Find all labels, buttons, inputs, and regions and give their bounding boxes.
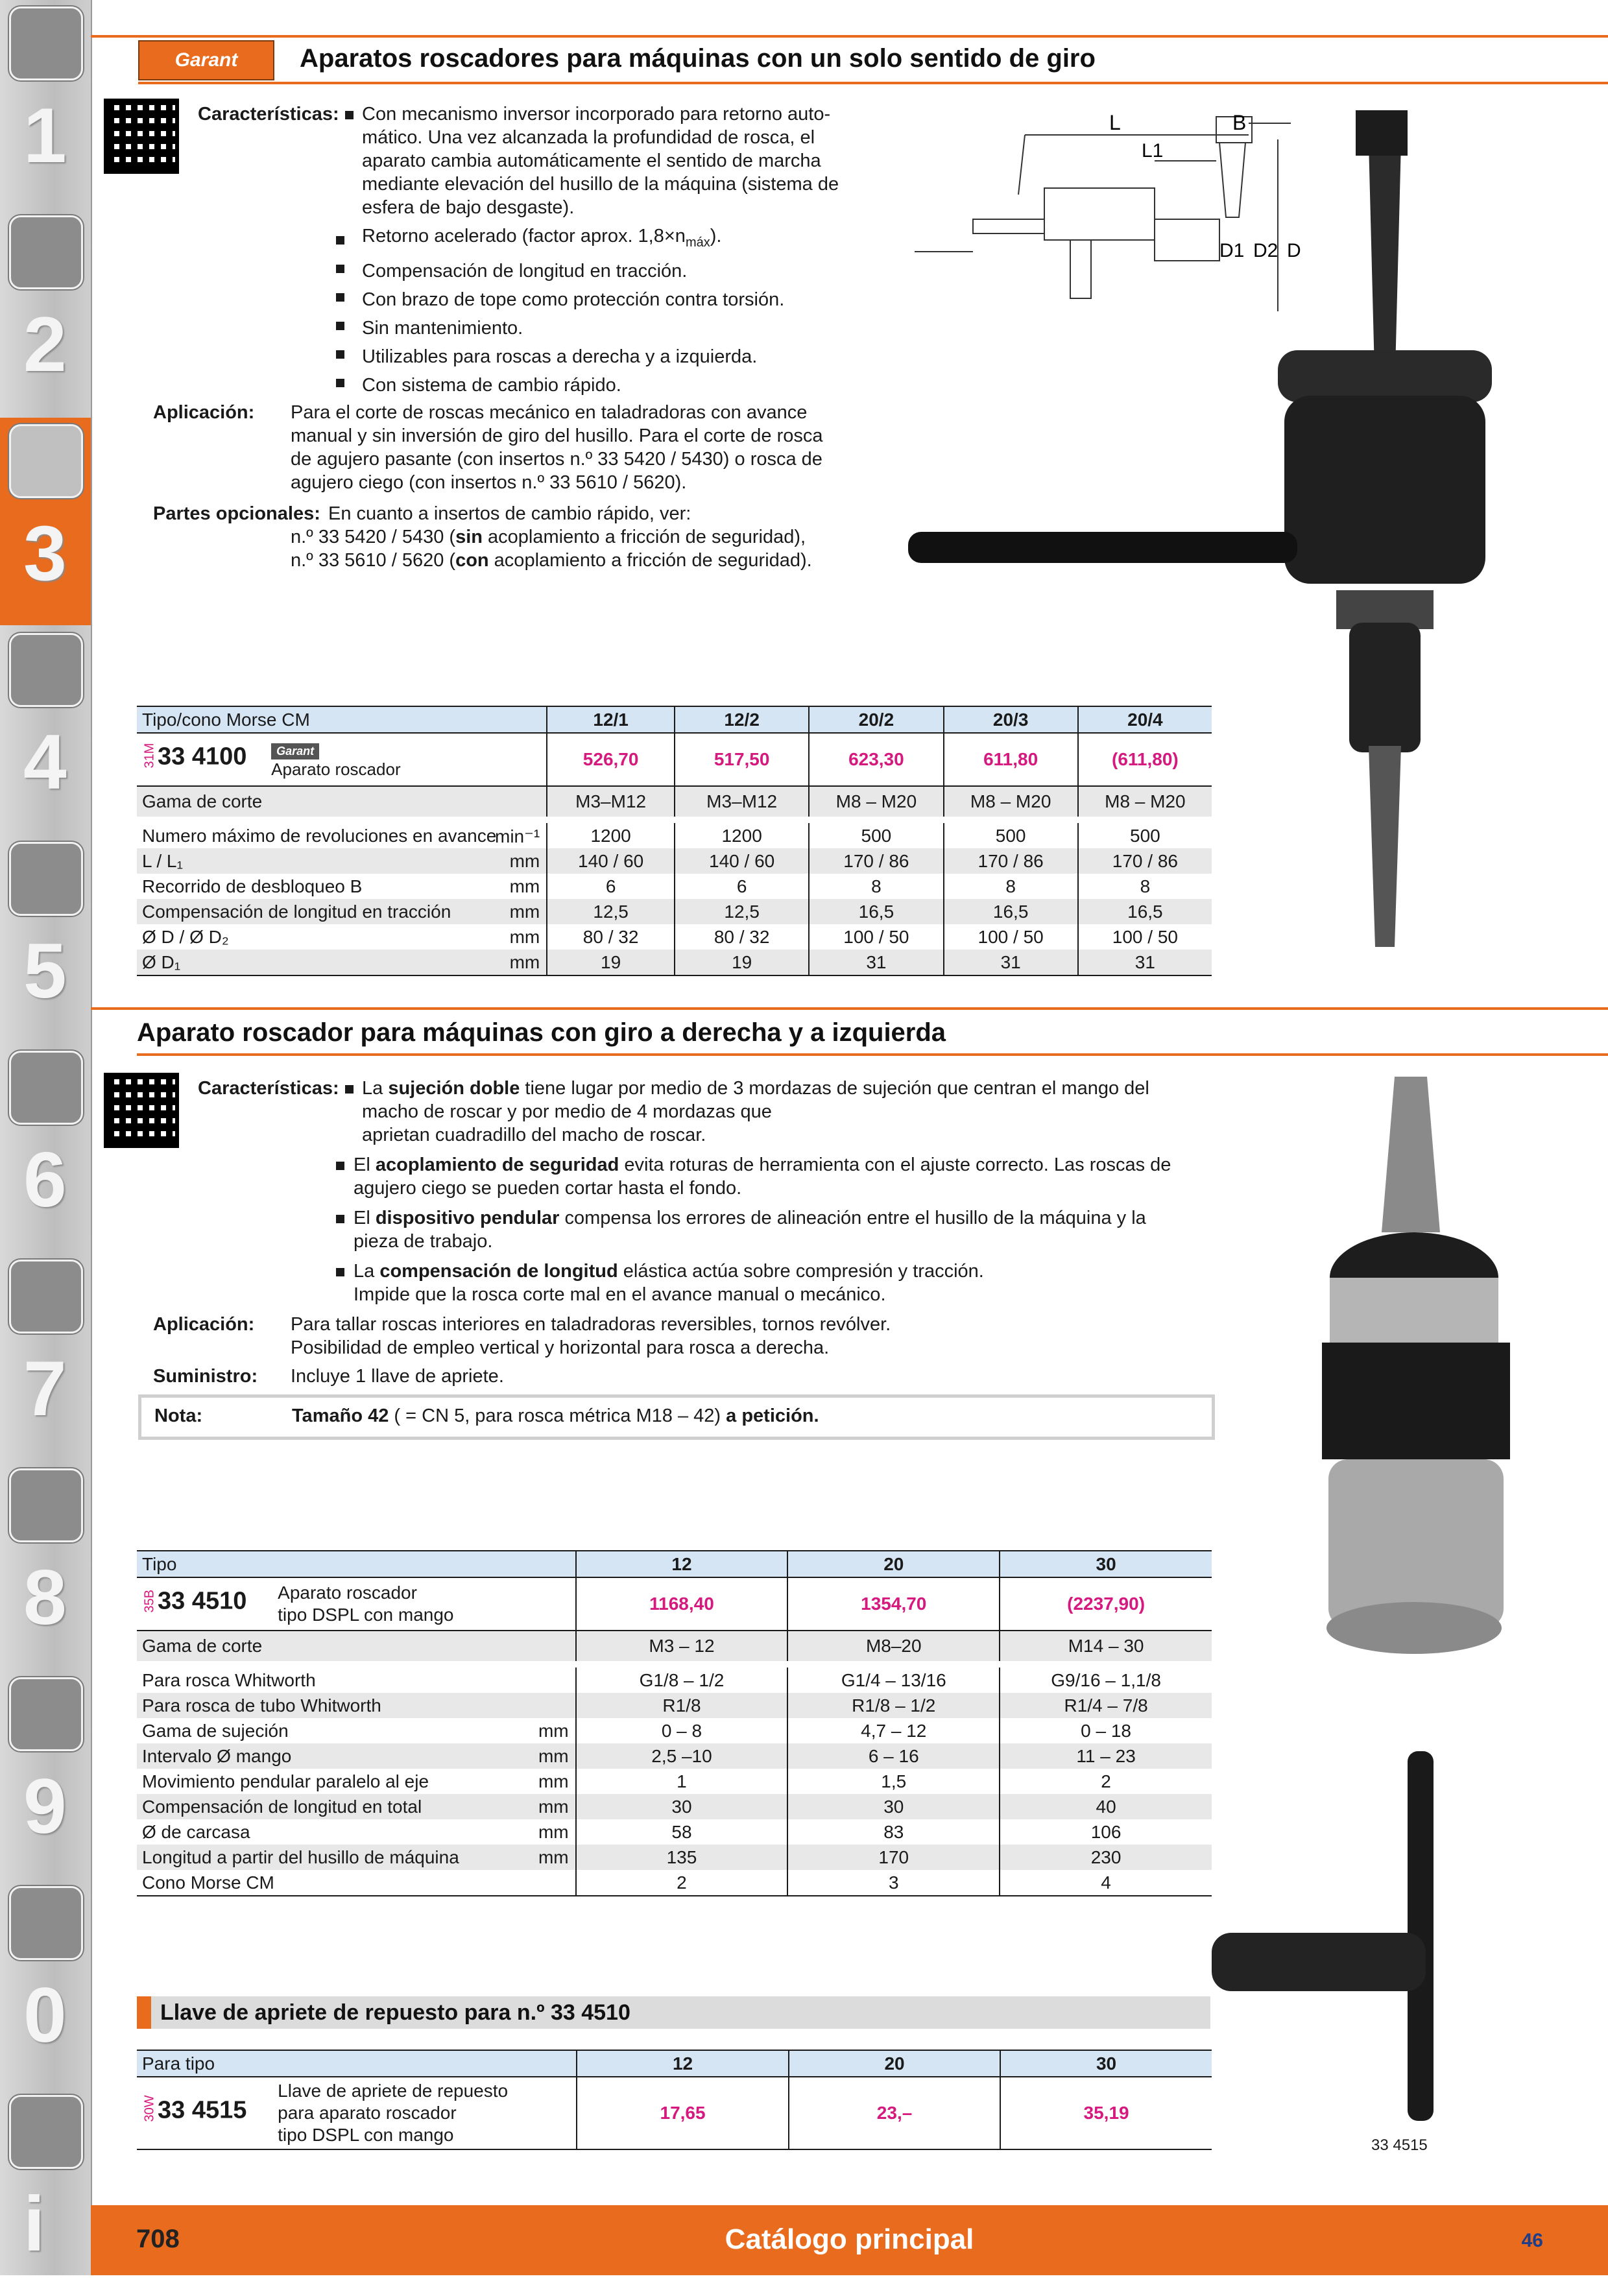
chapter-tab-number: 1 xyxy=(23,92,67,179)
bullet-line: La compensación de longitud elástica actúa sobre compresión y tracción. Impide que la rosca corte mal en el avance manual o mecánico. xyxy=(354,1261,984,1305)
cabinet-icon xyxy=(9,1677,83,1751)
image-caption: 33 4515 xyxy=(1371,2136,1428,2154)
tapping-icon xyxy=(9,424,83,498)
table-row: Ø D₁ mm 19 19 31 31 31 xyxy=(137,950,1212,975)
section2-title: Aparato roscador para máquinas con giro a derecha y a izquierda xyxy=(137,1018,946,1047)
price-cell: 517,50 xyxy=(675,733,809,786)
price-cell: (611,80) xyxy=(1078,733,1212,786)
table-row: Intervalo Ø mango mm 2,5 –10 6 – 16 11 – 23 xyxy=(137,1743,1212,1769)
footer-bar xyxy=(91,2205,1608,2275)
dim-D2: D2 xyxy=(1253,240,1278,261)
chapter-tab-number: i xyxy=(23,2181,45,2267)
table-row: L / L₁ mm 140 / 60 140 / 60 170 / 86 170 / 86 170 / 86 xyxy=(137,848,1212,874)
section3-marker xyxy=(137,1996,151,2029)
table-row: Compensación de longitud en tracción mm 12,5 12,5 16,5 16,5 16,5 xyxy=(137,899,1212,924)
table-row: Para rosca de tubo Whitworth R1/8 R1/8 – 1/2 R1/4 – 7/8 xyxy=(137,1693,1212,1718)
info-icon xyxy=(9,2095,83,2169)
chapter-tab-1[interactable] xyxy=(0,0,91,208)
table-row: Ø de carcasa mm 58 83 106 xyxy=(137,1819,1212,1845)
dim-L1: L1 xyxy=(1142,140,1164,161)
insert-icon xyxy=(9,215,83,289)
chapter-tab-5[interactable] xyxy=(0,835,91,1043)
bullet-line: Utilizables para roscas a derecha y a izquierda. xyxy=(362,346,758,367)
safety-icon xyxy=(9,1886,83,1960)
article-number[interactable]: 33 4510 xyxy=(158,1587,247,1615)
price-cell: 611,80 xyxy=(944,733,1078,786)
bullet-marker xyxy=(336,322,344,330)
bullet-line: aparato cambia automáticamente el sentido de marcha xyxy=(362,150,821,171)
dim-L: L xyxy=(1109,111,1121,134)
bullet-line: esfera de bajo desgaste). xyxy=(362,197,575,218)
bullet-line: El dispositivo pendular compensa los errores de alineación entre el husillo de la máquina y la pieza de trabajo. xyxy=(354,1208,1146,1252)
price-cell: 35,19 xyxy=(1000,2077,1212,2149)
bullet-line: mediante elevación del husillo de la máquina (sistema de xyxy=(362,174,839,195)
bullet-line: Sin mantenimiento. xyxy=(362,317,523,339)
aplic-text-2: Para tallar roscas interiores en taladradoras reversibles, tornos revólver. Posibilidad de empleo vertical y horizontal para rosca a derecha. xyxy=(291,1314,891,1358)
caliper-icon xyxy=(9,633,83,707)
title-rule xyxy=(138,82,1608,84)
table-row: Cono Morse CM 2 3 4 xyxy=(137,1870,1212,1896)
partes-text-1: En cuanto a insertos de cambio rápido, ver: xyxy=(328,503,691,524)
saw-icon xyxy=(9,842,83,916)
chapter-tab-4[interactable] xyxy=(0,627,91,834)
price-cell: 1168,40 xyxy=(576,1577,788,1631)
bullet-marker xyxy=(336,350,344,359)
bullet-marker xyxy=(336,293,344,302)
spec-table-334510: Tipo 12 20 30 35B33 4510 Aparato roscador tipo DSPL con mango 1168,40 1354,70 (2237,90) Gama de corte M3 – 12 M8–20 M14 – 30 Para rosca Whitworth G1/8 – 1/2 G1/4 – 13/16 G9/16 – 1,1/8 Para rosca de tubo Whitworth R1/8 R1/8 – 1/2 R1/4 – 7/8 Gama de sujeción mm 0 – 8 4,7 – 12 0 – 18 Intervalo Ø mango mm 2,5 –10 6 – 16 11 – 23 Movimiento pendular paralelo al eje mm 1 1,5 2 Compensación de longitud en total mm 30 30 40 Ø de carcasa mm 58 83 106 Longitud a partir del husillo de máquina mm 135 170 230 Cono Morse CM 2 3 4 xyxy=(137,1550,1212,1896)
aplic-text: Para el corte de roscas mecánico en taladradoras con avance manual y sin inversión de giro del husillo. Para el corte de rosca de agujero pasante (con insertos n.º 33 5420 / 5430) o rosca de agujero ciego (con insertos n.º 33 5610 / 5620). xyxy=(291,402,823,493)
table-row: Para rosca Whitworth G1/8 – 1/2 G1/4 – 13/16 G9/16 – 1,1/8 xyxy=(137,1664,1212,1693)
footer-page-ref[interactable]: 46 xyxy=(1521,2230,1543,2251)
spec-table-334515: Para tipo 12 20 30 30W33 4515 Llave de apriete de repuesto para aparato roscador tipo DSPL con mango 17,65 23,– 35,19 xyxy=(137,2050,1212,2150)
title-rule-2 xyxy=(137,1053,1608,1056)
bullet-marker xyxy=(336,236,344,245)
price-cell: 526,70 xyxy=(547,733,675,786)
chapter-tab-i[interactable] xyxy=(0,2088,91,2296)
partes-label: Partes opcionales: xyxy=(153,503,320,524)
table-row: Gama de sujeción mm 0 – 8 4,7 – 12 0 – 18 xyxy=(137,1718,1212,1743)
bullet-list-2: La sujeción doble tiene lugar por medio de 3 mordazas de sujeción que centran el mango del macho de roscar y por medio de 4 mordazas que aprietan cuadradillo del macho de roscar. xyxy=(362,1078,1149,1145)
sumin-label: Suministro: xyxy=(153,1366,258,1387)
chapter-tab-9[interactable] xyxy=(0,1671,91,1878)
bullet-marker xyxy=(336,379,344,387)
footer-title: Catálogo principal xyxy=(725,2223,974,2255)
chapter-tab-number: 6 xyxy=(23,1136,67,1223)
qr-code[interactable] xyxy=(104,99,179,174)
garant-logo-text: Garant xyxy=(174,49,238,71)
dim-D: D xyxy=(1287,240,1301,261)
garant-logo-small: Garant xyxy=(271,743,319,759)
toolbox-icon xyxy=(9,1468,83,1542)
article-number[interactable]: 33 4100 xyxy=(158,743,247,771)
page-number: 708 xyxy=(136,2225,180,2253)
bullet-marker xyxy=(336,1215,344,1223)
table-row: Recorrido de desbloqueo B mm 6 6 8 8 8 xyxy=(137,874,1212,899)
table-row: Numero máximo de revoluciones en avance min⁻¹ 1200 1200 500 500 500 xyxy=(137,820,1212,848)
caract-label-2: Características: xyxy=(198,1078,339,1099)
bullet-marker xyxy=(345,1085,354,1094)
chapter-tab-0[interactable] xyxy=(0,1880,91,2087)
bullet-marker xyxy=(336,1268,344,1276)
bullet-line: Compensación de longitud en tracción. xyxy=(362,260,688,281)
bullet-line: El acoplamiento de seguridad evita roturas de herramienta con el ajuste correcto. Las roscas de agujero ciego se pueden cortar hasta el fondo. xyxy=(354,1154,1171,1199)
dspl-tapping-chuck-photo xyxy=(1310,1070,1524,1667)
bullet-line: Con mecanismo inversor incorporado para retorno auto- xyxy=(362,104,831,125)
partes-text-2: n.º 33 5420 / 5430 (sin acoplamiento a fricción de seguridad), xyxy=(291,527,806,547)
chapter-tab-number: 9 xyxy=(23,1763,67,1850)
dim-B: B xyxy=(1232,111,1247,134)
chapter-tab-number: 4 xyxy=(23,719,67,806)
section3-bar xyxy=(137,1996,1210,2029)
garant-logo xyxy=(138,40,274,80)
caract-label: Características: xyxy=(198,104,339,125)
price-cell: 23,– xyxy=(789,2077,1000,2149)
bullet-marker xyxy=(336,1162,344,1170)
table-row: Ø D / Ø D₂ mm 80 / 32 80 / 32 100 / 50 100 / 50 100 / 50 xyxy=(137,924,1212,950)
section1-title: Aparatos roscadores para máquinas con un solo sentido de giro xyxy=(300,44,1096,73)
chapter-tab-number: 2 xyxy=(23,301,67,388)
spec-table-334100: Tipo/cono Morse CM 12/1 12/2 20/2 20/3 20/4 31M33 4100 Garant Aparato roscador 526,70 517,50 623,30 611,80 (611,80) Gama de corte M3–M12 M3–M12 M8 – M20 M8 – M20 M8 – M20 Numero máximo de revoluciones en avance min⁻¹ 1200 1200 500 500 500 L / L₁ mm 140 / 60 140 / 60 170 / 86 170 / 86 170 / 86 Recorrido de desbloqueo B mm 6 6 8 8 8 Compensación de longitud en tracción mm 12,5 12,5 16,5 16,5 16,5 Ø D / Ø D₂ mm 80 / 32 80 / 32 100 / 50 100 / 50 100 / 50 Ø D₁ mm 19 19 31 31 31 xyxy=(137,706,1212,976)
chapter-tab-2[interactable] xyxy=(0,209,91,416)
price-cell: 17,65 xyxy=(577,2077,789,2149)
qr-code[interactable] xyxy=(104,1073,179,1148)
chuck-key-photo xyxy=(1206,1745,1544,2134)
aplic-label-2: Aplicación: xyxy=(153,1314,255,1335)
bullet-list-1 xyxy=(362,102,868,397)
wrench-icon xyxy=(9,1051,83,1125)
table-row: Longitud a partir del husillo de máquina mm 135 170 230 xyxy=(137,1845,1212,1870)
bullet-marker xyxy=(345,111,354,119)
price-cell: 1354,70 xyxy=(787,1577,1000,1631)
bullet-marker xyxy=(336,265,344,273)
chapter-tab-7[interactable] xyxy=(0,1253,91,1461)
chapter-tab-number: 0 xyxy=(23,1972,67,2059)
drill-icon xyxy=(9,6,83,80)
table-row: Movimiento pendular paralelo al eje mm 1 1,5 2 xyxy=(137,1769,1212,1794)
partes-text-3: n.º 33 5610 / 5620 (con acoplamiento a fricción de seguridad). xyxy=(291,550,812,571)
chapter-tab-6[interactable] xyxy=(0,1044,91,1252)
pliers-icon xyxy=(9,1260,83,1333)
bullet-line: Con brazo de tope como protección contra torsión. xyxy=(362,289,785,310)
article-number[interactable]: 33 4515 xyxy=(158,2096,247,2124)
chapter-tab-8[interactable] xyxy=(0,1462,91,1669)
chapter-tab-number: 8 xyxy=(23,1554,67,1641)
sumin-text: Incluye 1 llave de apriete. xyxy=(291,1366,504,1387)
chapter-tab-number: 3 xyxy=(23,510,67,597)
bullet-line: Retorno acelerado (factor aprox. $1,8\times n_{máx}$). xyxy=(362,226,722,250)
note-box: Nota: Tamaño 42 ( = CN 5, para rosca métrica M18 – 42) a petición. xyxy=(138,1394,1215,1440)
section3-title: Llave de apriete de repuesto para n.º 33 4510 xyxy=(160,2000,630,2025)
top-rule xyxy=(91,35,1608,38)
price-cell: (2237,90) xyxy=(1000,1577,1212,1631)
dim-D1: D1 xyxy=(1219,240,1245,261)
chapter-tab-3[interactable] xyxy=(0,418,91,625)
bullet-line: mático. Una vez alcanzada la profundidad de rosca, el xyxy=(362,127,815,148)
bullet-line: Con sistema de cambio rápido. xyxy=(362,374,621,396)
table-row: Compensación de longitud en total mm 30 30 40 xyxy=(137,1794,1212,1819)
chapter-tab-number: 7 xyxy=(23,1345,67,1432)
chapter-tab-number: 5 xyxy=(23,927,67,1014)
aplic-label: Aplicación: xyxy=(153,402,255,423)
price-cell: 623,30 xyxy=(809,733,943,786)
section-rule xyxy=(91,1007,1608,1010)
